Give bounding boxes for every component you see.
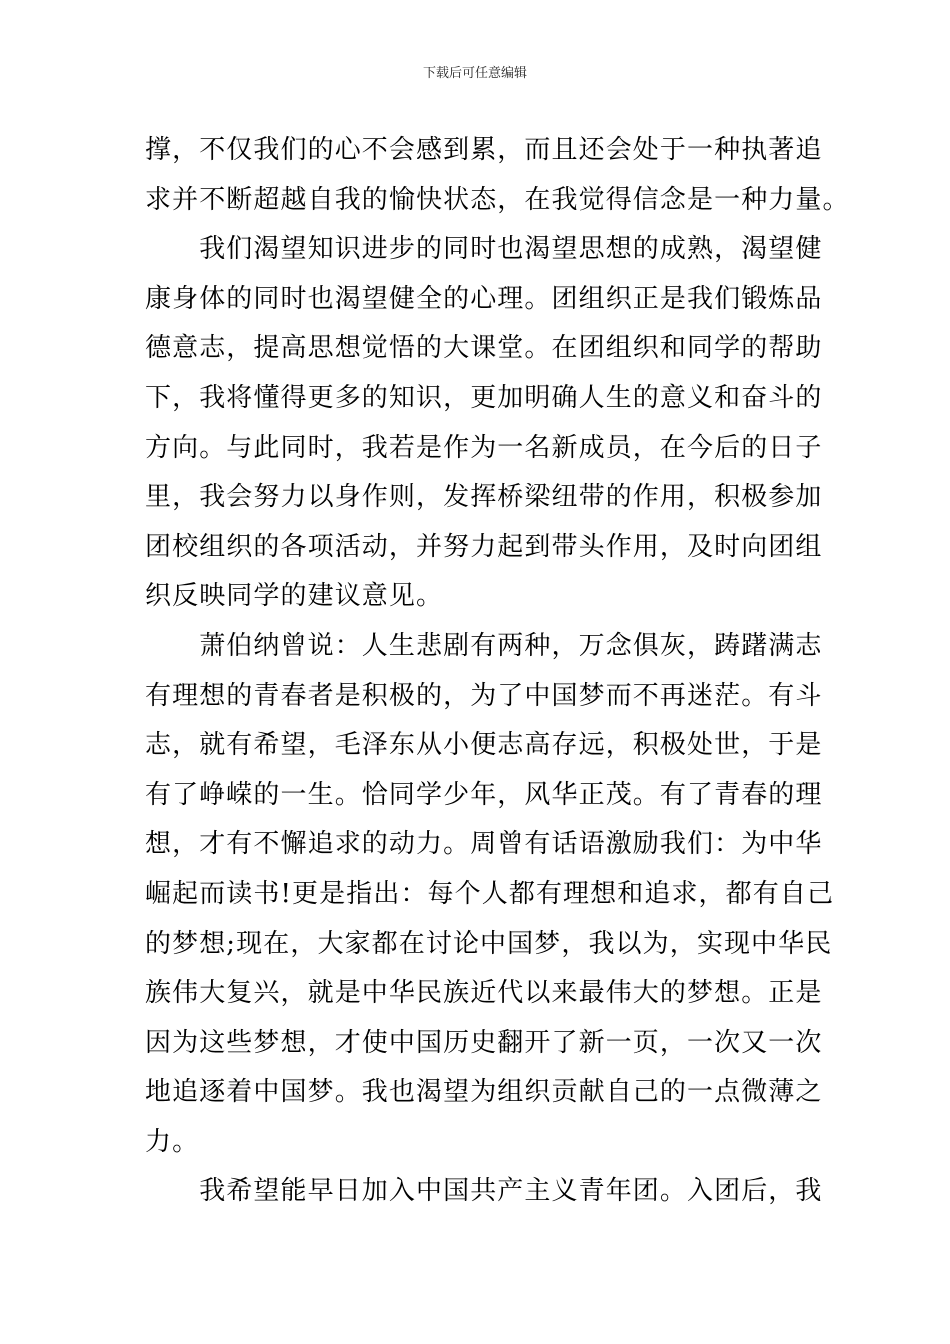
text-line: 的梦想;现在，大家都在讨论中国梦，我以为，实现中华民 [145, 928, 833, 959]
text-line: 地追逐着中国梦。我也渴望为组织贡献自己的一点微薄之 [145, 1077, 823, 1108]
text-line: 德意志，提高思想觉悟的大课堂。在团组织和同学的帮助 [145, 333, 823, 364]
text-line: 族伟大复兴，就是中华民族近代以来最伟大的梦想。正是 [145, 978, 823, 1009]
text-line: 下，我将懂得更多的知识，更加明确人生的意义和奋斗的 [145, 382, 823, 413]
text-line: 里，我会努力以身作则，发挥桥梁纽带的作用，积极参加 [145, 482, 823, 513]
text-line: 有了峥嵘的一生。恰同学少年，风华正茂。有了青春的理 [145, 779, 823, 810]
header-note: 下载后可任意编辑 [422, 66, 527, 81]
text-line: 康身体的同时也渴望健全的心理。团组织正是我们锻炼品 [145, 283, 823, 314]
text-line: 崛起而读书!更是指出：每个人都有理想和追求，都有自己 [145, 878, 835, 909]
text-line: 撑，不仅我们的心不会感到累，而且还会处于一种执著追 [145, 135, 823, 165]
text-line: 想，才有不懈追求的动力。周曾有话语激励我们：为中华 [145, 829, 823, 860]
text-line: 织反映同学的建议意见。 [145, 581, 444, 612]
text-line: 方向。与此同时，我若是作为一名新成员，在今后的日子 [145, 432, 823, 463]
text-line: 因为这些梦想，才使中国历史翻开了新一页，一次又一次 [145, 1027, 823, 1058]
document-body [145, 126, 850, 1217]
text-line: 萧伯纳曾说：人生悲剧有两种，万念俱灰，踌躇满志 [145, 630, 823, 661]
text-line: 团校组织的各项活动，并努力起到带头作用，及时向团组 [145, 531, 823, 562]
text-line: 我希望能早日加入中国共产主义青年团。入团后，我 [145, 1176, 823, 1207]
text-line: 求并不断超越自我的愉快状态，在我觉得信念是一种力量。 [145, 184, 850, 215]
text-line: 我们渴望知识进步的同时也渴望思想的成熟，渴望健 [145, 234, 823, 265]
text-line: 志，就有希望，毛泽东从小便志高存远，积极处世，于是 [145, 730, 823, 761]
text-line: 有理想的青春者是积极的，为了中国梦而不再迷茫。有斗 [145, 680, 823, 711]
text-line: 力。 [145, 1126, 200, 1157]
